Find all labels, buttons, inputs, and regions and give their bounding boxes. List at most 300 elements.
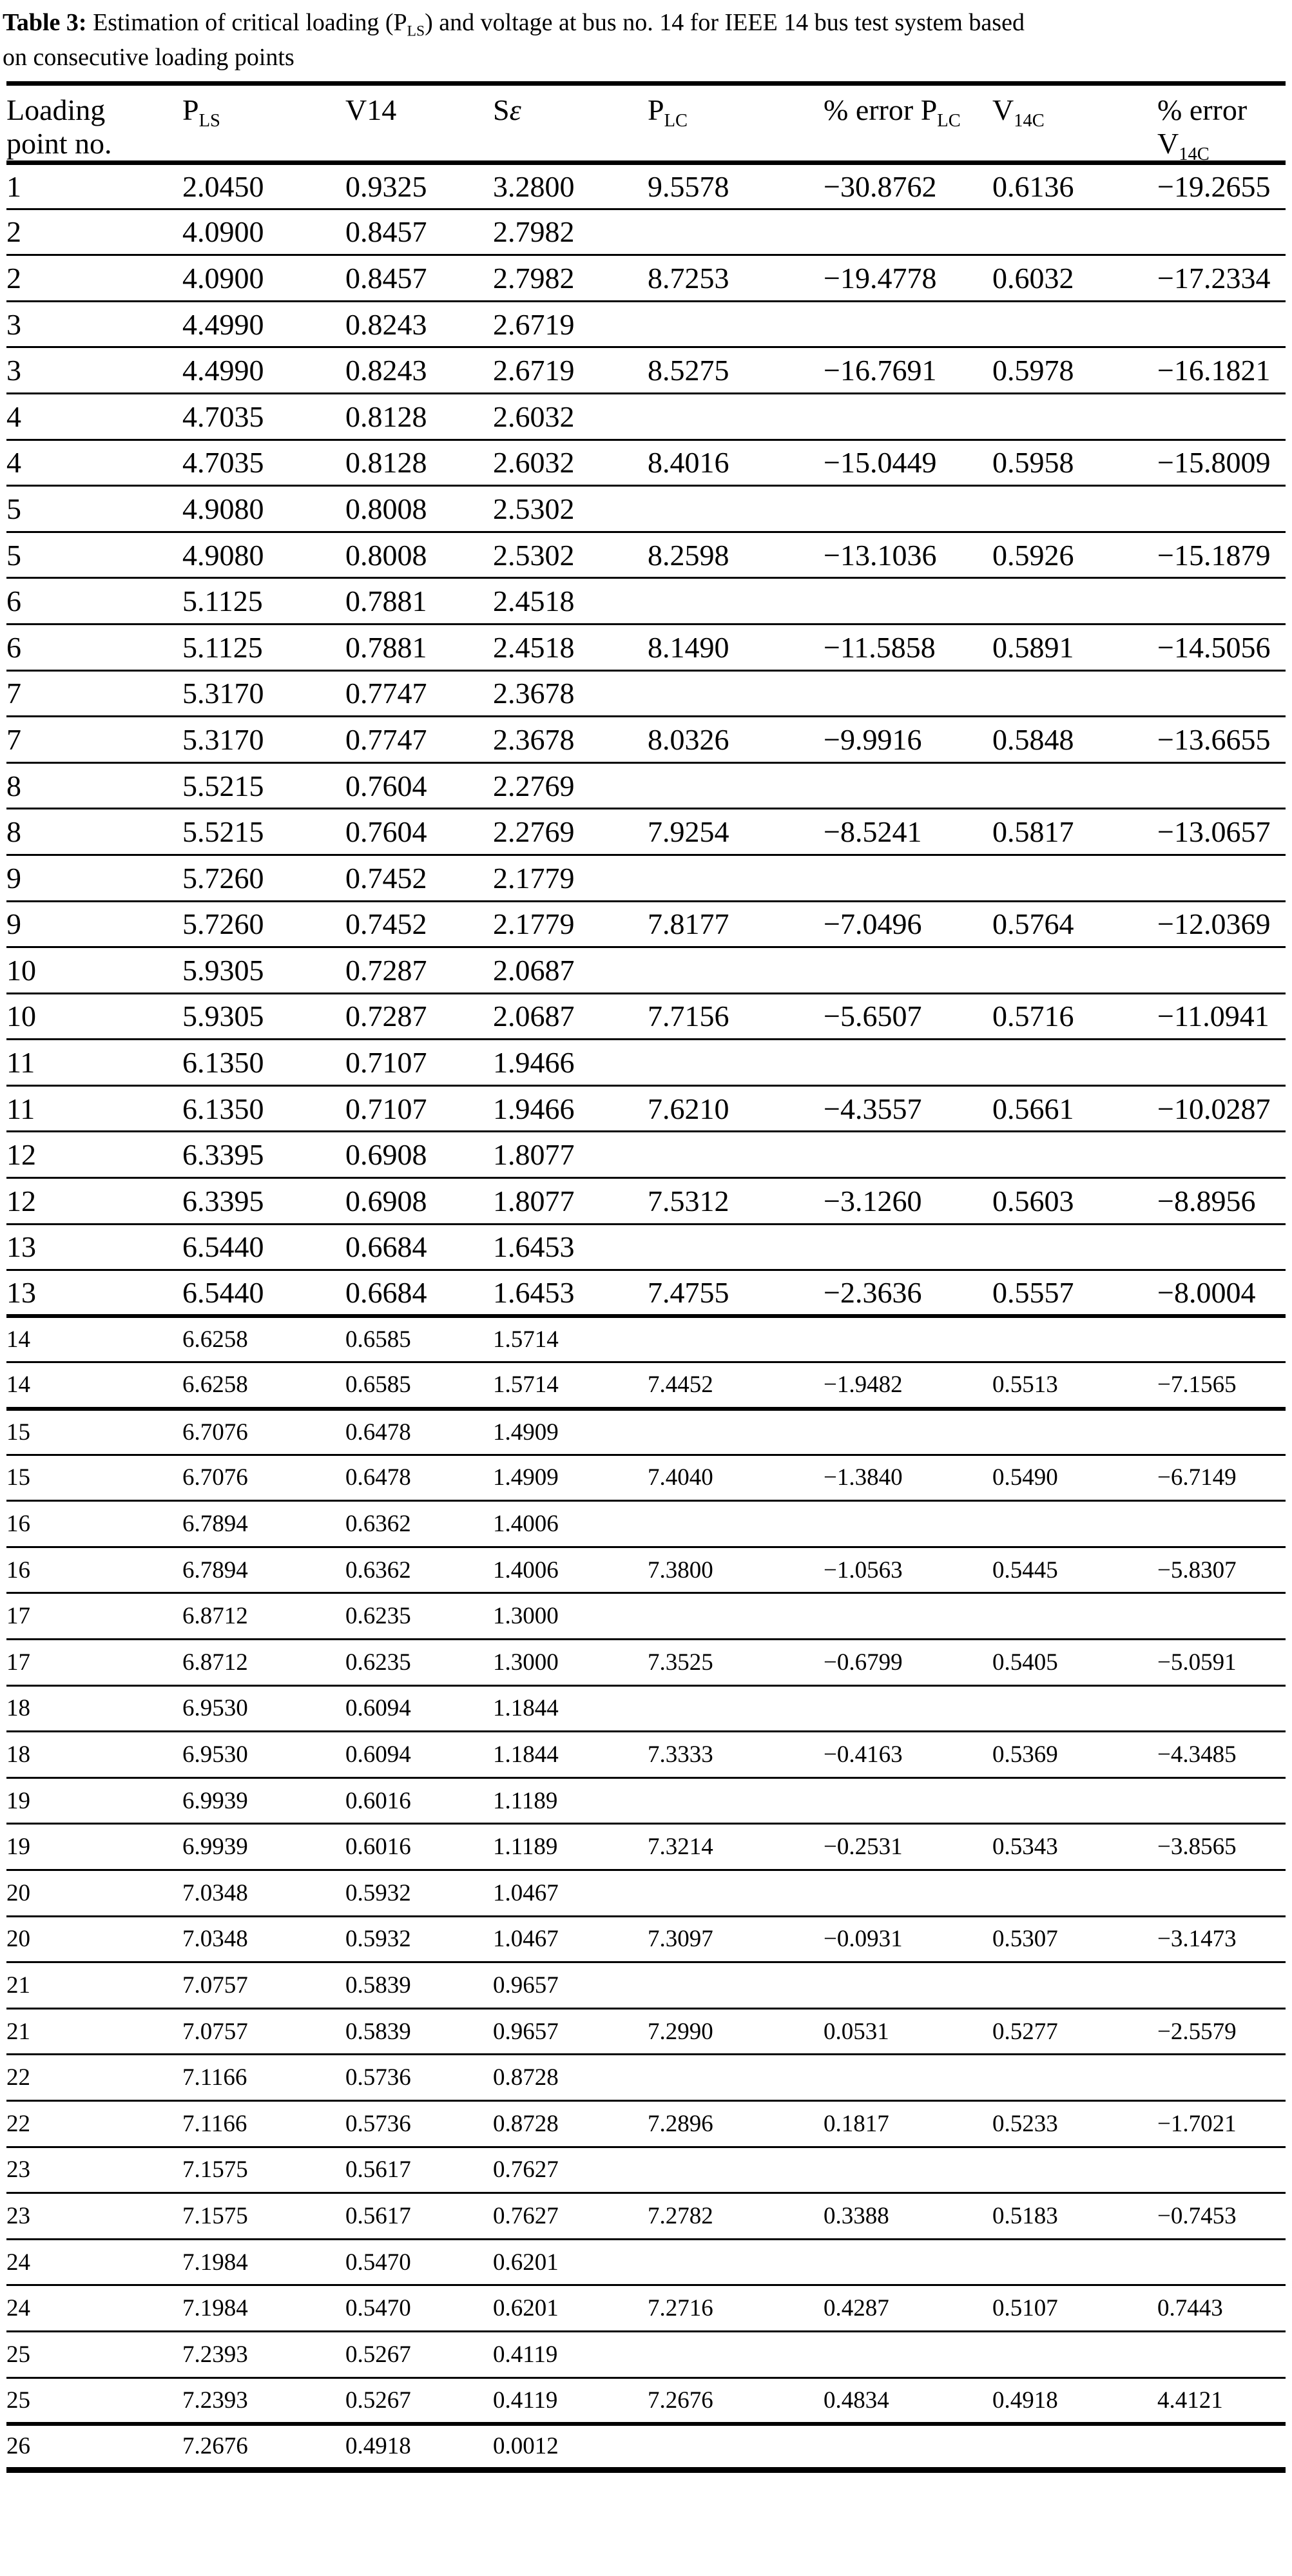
cell-v14c: 0.4918	[992, 2387, 1058, 2414]
cell-err-plc: −1.0563	[824, 1556, 903, 1583]
cell-v14: 0.6585	[345, 1326, 411, 1353]
cell-loading-point: 16	[6, 1511, 30, 1538]
cell-err-plc	[824, 855, 992, 901]
cell-s-epsilon: 1.9466	[493, 1092, 575, 1125]
cell-loading-point: 7	[6, 677, 21, 710]
cell-pls: 6.5440	[182, 1230, 264, 1264]
cell-v14c	[992, 393, 1157, 440]
cell-s-epsilon: 1.5714	[493, 1371, 559, 1399]
cell-v14: 0.6094	[345, 1695, 411, 1722]
cell-pls: 4.9080	[182, 492, 264, 525]
cell-err-v14c: −8.0004	[1157, 1276, 1256, 1310]
cell-v14c	[992, 1870, 1157, 1916]
cell-err-plc: −19.4778	[824, 261, 937, 295]
cell-plc	[648, 1132, 824, 1178]
cell-plc	[648, 209, 824, 255]
cell-v14c	[992, 1040, 1157, 1086]
cell-loading-point: 12	[6, 1138, 36, 1172]
cell-v14c	[992, 1685, 1157, 1732]
table-row	[6, 1824, 1286, 1870]
cell-v14c	[992, 2055, 1157, 2101]
cell-v14: 0.6235	[345, 1649, 411, 1676]
cell-err-plc	[824, 1685, 992, 1732]
table-row	[6, 255, 1286, 302]
cell-s-epsilon: 1.6453	[493, 1230, 575, 1264]
cell-plc: 8.1490	[648, 630, 729, 664]
cell-err-plc	[824, 762, 992, 809]
cell-err-v14c	[1157, 1962, 1286, 2009]
table-body	[6, 163, 1286, 2470]
cell-v14: 0.6908	[345, 1184, 427, 1217]
cell-s-epsilon: 2.5302	[493, 538, 575, 572]
cell-loading-point: 15	[6, 1419, 30, 1446]
table-row	[6, 1132, 1286, 1178]
column-header-pls: $P_{LS}$	[182, 93, 220, 131]
cell-pls: 5.3170	[182, 722, 264, 756]
cell-pls: 6.6258	[182, 1326, 248, 1353]
table-row	[6, 809, 1286, 855]
cell-pls: 6.1350	[182, 1092, 264, 1125]
cell-loading-point: 13	[6, 1276, 36, 1310]
cell-pls: 2.0450	[182, 169, 264, 203]
table-row	[6, 2193, 1286, 2240]
cell-err-plc: −4.3557	[824, 1092, 922, 1125]
cell-pls: 7.2393	[182, 2341, 248, 2368]
cell-loading-point: 3	[6, 354, 21, 387]
cell-v14: 0.5617	[345, 2156, 411, 2184]
cell-pls: 6.8712	[182, 1649, 248, 1676]
cell-s-epsilon: 0.4119	[493, 2387, 558, 2414]
column-header-v14c: $V_{14C}$	[992, 93, 1045, 131]
cell-err-v14c	[1157, 762, 1286, 809]
cell-v14c	[992, 2147, 1157, 2193]
cell-plc: 7.3333	[648, 1741, 713, 1768]
cell-err-v14c: −2.5579	[1157, 2018, 1237, 2045]
cell-pls: 6.7076	[182, 1464, 248, 1491]
cell-plc	[648, 2424, 824, 2470]
table-row	[6, 762, 1286, 809]
cell-v14: 0.6016	[345, 1834, 411, 1861]
table-row	[6, 2055, 1286, 2101]
table-row	[6, 301, 1286, 347]
cell-pls: 4.4990	[182, 307, 264, 341]
cell-s-epsilon: 1.4909	[493, 1464, 559, 1491]
cell-s-epsilon: 1.0467	[493, 1926, 559, 1953]
cell-err-plc: −11.5858	[824, 630, 936, 664]
cell-err-plc	[824, 1040, 992, 1086]
cell-err-plc	[824, 209, 992, 255]
cell-err-plc	[824, 393, 992, 440]
cell-loading-point: 17	[6, 1649, 30, 1676]
cell-err-plc: 0.1817	[824, 2110, 889, 2137]
cell-err-v14c	[1157, 301, 1286, 347]
cell-loading-point: 15	[6, 1464, 30, 1491]
cell-err-plc: −0.6799	[824, 1649, 903, 1676]
cell-err-v14c: −0.7453	[1157, 2202, 1237, 2229]
cell-loading-point: 22	[6, 2110, 30, 2137]
table-row	[6, 1040, 1286, 1086]
cell-v14c: 0.5343	[992, 1834, 1058, 1861]
table-row	[6, 1916, 1286, 1962]
cell-pls: 7.1166	[182, 2064, 247, 2091]
cell-err-plc	[824, 1316, 992, 1362]
table-row	[6, 163, 1286, 209]
cell-plc: 7.8177	[648, 907, 729, 941]
cell-err-plc: 0.0531	[824, 2018, 889, 2045]
cell-s-epsilon: 2.2769	[493, 769, 575, 802]
cell-loading-point: 21	[6, 1971, 30, 1999]
cell-pls: 4.0900	[182, 215, 264, 249]
cell-loading-point: 10	[6, 1000, 36, 1033]
cell-err-v14c	[1157, 1777, 1286, 1824]
cell-err-plc: −15.0449	[824, 446, 937, 479]
cell-v14: 0.6362	[345, 1511, 411, 1538]
cell-s-epsilon: 0.7627	[493, 2156, 559, 2184]
cell-pls: 7.1984	[182, 2295, 248, 2322]
cell-v14c	[992, 209, 1157, 255]
cell-pls: 7.1166	[182, 2110, 247, 2137]
cell-s-epsilon: 2.4518	[493, 630, 575, 664]
cell-pls: 7.0348	[182, 1926, 248, 1953]
cell-err-v14c	[1157, 2424, 1286, 2470]
cell-loading-point: 24	[6, 2295, 30, 2322]
cell-v14: 0.6585	[345, 1371, 411, 1399]
cell-err-plc	[824, 1224, 992, 1270]
cell-s-epsilon: 2.0687	[493, 1000, 575, 1033]
cell-s-epsilon: 1.0467	[493, 1879, 559, 1906]
cell-plc	[648, 1224, 824, 1270]
cell-v14: 0.5267	[345, 2341, 411, 2368]
cell-pls: 5.7260	[182, 861, 264, 895]
cell-err-plc	[824, 1870, 992, 1916]
cell-pls: 4.7035	[182, 446, 264, 479]
column-header-v14: V14	[345, 93, 397, 126]
cell-plc: 8.7253	[648, 261, 729, 295]
cell-plc: 7.7156	[648, 1000, 729, 1033]
cell-err-plc	[824, 2239, 992, 2285]
data-table	[6, 81, 1286, 2473]
cell-s-epsilon: 2.1779	[493, 861, 575, 895]
cell-v14c: 0.5445	[992, 1556, 1058, 1583]
cell-s-epsilon: 2.5302	[493, 492, 575, 525]
table-row	[6, 1640, 1286, 1686]
table-row	[6, 855, 1286, 901]
cell-loading-point: 23	[6, 2202, 30, 2229]
cell-err-v14c	[1157, 1224, 1286, 1270]
cell-loading-point: 9	[6, 861, 21, 895]
cell-pls: 6.7894	[182, 1511, 248, 1538]
cell-v14: 0.7452	[345, 907, 427, 941]
cell-pls: 7.1575	[182, 2156, 248, 2184]
cell-err-plc: −5.6507	[824, 1000, 922, 1033]
cell-v14c: 0.5233	[992, 2110, 1058, 2137]
cell-pls: 6.6258	[182, 1371, 248, 1399]
cell-err-v14c	[1157, 670, 1286, 717]
cell-v14c: 0.5716	[992, 1000, 1074, 1033]
cell-plc	[648, 2331, 824, 2377]
cell-err-plc	[824, 1409, 992, 1455]
table-row	[6, 393, 1286, 440]
table-row	[6, 2008, 1286, 2055]
cell-loading-point: 18	[6, 1741, 30, 1768]
cell-err-plc	[824, 670, 992, 717]
cell-s-epsilon: 0.0012	[493, 2433, 559, 2460]
cell-s-epsilon: 2.2769	[493, 815, 575, 849]
column-header-err-v14c: % error $V_{14C}$	[1157, 93, 1248, 163]
cell-plc: 7.4040	[648, 1464, 713, 1491]
cell-err-v14c: −13.6655	[1157, 722, 1271, 756]
table-row	[6, 1085, 1286, 1132]
cell-err-v14c: −13.0657	[1157, 815, 1271, 849]
cell-err-plc: 0.3388	[824, 2202, 889, 2229]
cell-v14: 0.6478	[345, 1464, 411, 1491]
caption-text: Estimation of critical loading (P	[86, 9, 407, 36]
cell-v14c	[992, 1224, 1157, 1270]
paper-page	[0, 5, 1292, 2473]
cell-plc: 7.4755	[648, 1276, 729, 1310]
cell-v14: 0.8457	[345, 261, 427, 295]
cell-v14: 0.5932	[345, 1879, 411, 1906]
cell-err-v14c: −14.5056	[1157, 630, 1271, 664]
cell-v14: 0.8128	[345, 446, 427, 479]
cell-err-plc: 0.4287	[824, 2295, 889, 2322]
cell-v14c: 0.5307	[992, 1926, 1058, 1953]
table-row	[6, 1316, 1286, 1362]
cell-v14c: 0.5513	[992, 1371, 1058, 1399]
cell-s-epsilon: 1.4006	[493, 1511, 559, 1538]
cell-pls: 7.2676	[182, 2433, 248, 2460]
cell-s-epsilon: 0.6201	[493, 2249, 559, 2276]
cell-loading-point: 26	[6, 2433, 30, 2460]
cell-v14c: 0.5490	[992, 1464, 1058, 1491]
cell-plc: 8.4016	[648, 446, 729, 479]
cell-loading-point: 19	[6, 1787, 30, 1814]
cell-s-epsilon: 2.7982	[493, 261, 575, 295]
cell-loading-point: 16	[6, 1556, 30, 1583]
cell-v14c: 0.5277	[992, 2018, 1058, 2045]
cell-err-plc: −9.9916	[824, 722, 922, 756]
cell-v14: 0.6362	[345, 1556, 411, 1583]
table-row	[6, 1362, 1286, 1409]
cell-v14: 0.5736	[345, 2064, 411, 2091]
cell-v14: 0.7747	[345, 677, 427, 710]
cell-s-epsilon: 0.8728	[493, 2110, 559, 2137]
cell-pls: 4.4990	[182, 354, 264, 387]
cell-pls: 4.7035	[182, 400, 264, 433]
cell-plc	[648, 1962, 824, 2009]
cell-v14: 0.8457	[345, 215, 427, 249]
cell-v14c	[992, 1501, 1157, 1547]
cell-v14c	[992, 1316, 1157, 1362]
cell-loading-point: 8	[6, 769, 21, 802]
cell-v14c: 0.5107	[992, 2295, 1058, 2322]
cell-v14c	[992, 1132, 1157, 1178]
cell-pls: 6.8712	[182, 1603, 248, 1630]
cell-pls: 6.7894	[182, 1556, 248, 1583]
cell-v14c: 0.5848	[992, 722, 1074, 756]
cell-err-v14c	[1157, 855, 1286, 901]
cell-err-v14c	[1157, 2055, 1286, 2101]
cell-s-epsilon: 2.6032	[493, 446, 575, 479]
cell-pls: 5.7260	[182, 907, 264, 941]
cell-loading-point: 2	[6, 261, 21, 295]
cell-s-epsilon: 2.6719	[493, 354, 575, 387]
cell-err-v14c: −12.0369	[1157, 907, 1271, 941]
cell-loading-point: 20	[6, 1926, 30, 1953]
cell-v14: 0.7604	[345, 815, 427, 849]
cell-s-epsilon: 3.2800	[493, 169, 575, 203]
cell-plc	[648, 1409, 824, 1455]
table-row	[6, 670, 1286, 717]
cell-err-plc: −3.1260	[824, 1184, 922, 1217]
cell-s-epsilon: 1.4006	[493, 1556, 559, 1583]
cell-err-v14c: −1.7021	[1157, 2110, 1237, 2137]
cell-err-plc: 0.4834	[824, 2387, 889, 2414]
cell-plc	[648, 2055, 824, 2101]
cell-v14c: 0.5405	[992, 1649, 1058, 1676]
header-row	[6, 84, 1286, 163]
cell-pls: 5.9305	[182, 953, 264, 987]
cell-v14: 0.7604	[345, 769, 427, 802]
cell-plc	[648, 1316, 824, 1362]
cell-pls: 7.1575	[182, 2202, 248, 2229]
cell-loading-point: 8	[6, 815, 21, 849]
cell-plc	[648, 486, 824, 532]
cell-err-v14c: −19.2655	[1157, 169, 1271, 203]
cell-s-epsilon: 2.0687	[493, 953, 575, 987]
cell-err-plc: −16.7691	[824, 354, 937, 387]
cell-s-epsilon: 1.1189	[493, 1834, 558, 1861]
caption-label: Table 3:	[3, 9, 87, 36]
cell-s-epsilon: 1.8077	[493, 1138, 575, 1172]
cell-v14c: 0.6136	[992, 169, 1074, 203]
cell-err-plc: −7.0496	[824, 907, 922, 941]
cell-err-plc	[824, 947, 992, 994]
table-header	[6, 84, 1286, 163]
cell-v14: 0.5736	[345, 2110, 411, 2137]
cell-v14c	[992, 2239, 1157, 2285]
table-row	[6, 947, 1286, 994]
cell-loading-point: 9	[6, 907, 21, 941]
table-row	[6, 1224, 1286, 1270]
cell-s-epsilon: 0.8728	[493, 2064, 559, 2091]
cell-plc: 7.2716	[648, 2295, 713, 2322]
caption-line2: on consecutive loading points	[3, 44, 294, 71]
cell-err-v14c: −7.1565	[1157, 1371, 1237, 1399]
cell-v14: 0.5267	[345, 2387, 411, 2414]
cell-plc: 7.9254	[648, 815, 729, 849]
cell-err-plc	[824, 2147, 992, 2193]
cell-err-v14c	[1157, 1409, 1286, 1455]
cell-err-plc: −0.2531	[824, 1834, 903, 1861]
cell-s-epsilon: 2.3678	[493, 722, 575, 756]
table-row	[6, 2100, 1286, 2147]
table-row	[6, 993, 1286, 1040]
cell-err-v14c: −6.7149	[1157, 1464, 1237, 1491]
table-row	[6, 2331, 1286, 2377]
cell-plc	[648, 393, 824, 440]
cell-pls: 6.5440	[182, 1276, 264, 1310]
table-row	[6, 1777, 1286, 1824]
column-header-loading-point: Loading point no.	[6, 93, 112, 160]
cell-v14: 0.8243	[345, 307, 427, 341]
cell-v14c: 0.5183	[992, 2202, 1058, 2229]
cell-s-epsilon: 0.9657	[493, 2018, 559, 2045]
cell-loading-point: 2	[6, 215, 21, 249]
cell-v14: 0.5470	[345, 2295, 411, 2322]
cell-s-epsilon: 2.3678	[493, 677, 575, 710]
table-row	[6, 1409, 1286, 1455]
cell-loading-point: 12	[6, 1184, 36, 1217]
cell-loading-point: 19	[6, 1834, 30, 1861]
cell-loading-point: 5	[6, 492, 21, 525]
cell-pls: 5.1125	[182, 630, 263, 664]
table-row	[6, 624, 1286, 670]
cell-pls: 6.1350	[182, 1046, 264, 1080]
column-header-s-epsilon: Sε	[493, 93, 521, 126]
cell-err-plc	[824, 1777, 992, 1824]
cell-pls: 5.5215	[182, 769, 264, 802]
cell-v14: 0.9325	[345, 169, 427, 203]
cell-pls: 6.9530	[182, 1741, 248, 1768]
cell-loading-point: 7	[6, 722, 21, 756]
column-header-plc: $P_{LC}$	[648, 93, 688, 131]
cell-v14: 0.7881	[345, 585, 427, 618]
cell-plc	[648, 947, 824, 994]
cell-v14: 0.5839	[345, 2018, 411, 2045]
cell-err-plc: −2.3636	[824, 1276, 922, 1310]
cell-v14: 0.7452	[345, 861, 427, 895]
cell-loading-point: 21	[6, 2018, 30, 2045]
table-row	[6, 1455, 1286, 1501]
cell-v14c: 0.5958	[992, 446, 1074, 479]
cell-v14: 0.8008	[345, 538, 427, 572]
cell-v14: 0.6016	[345, 1787, 411, 1814]
cell-err-v14c	[1157, 486, 1286, 532]
cell-loading-point: 4	[6, 446, 21, 479]
cell-loading-point: 11	[6, 1046, 35, 1080]
cell-v14: 0.5617	[345, 2202, 411, 2229]
cell-v14c	[992, 486, 1157, 532]
cell-pls: 5.1125	[182, 585, 263, 618]
cell-err-v14c	[1157, 1040, 1286, 1086]
cell-plc	[648, 1593, 824, 1640]
cell-v14c: 0.5603	[992, 1184, 1074, 1217]
cell-loading-point: 6	[6, 630, 21, 664]
cell-plc	[648, 762, 824, 809]
table-row	[6, 717, 1286, 763]
cell-pls: 7.1984	[182, 2249, 248, 2276]
cell-pls: 5.3170	[182, 677, 264, 710]
cell-loading-point: 25	[6, 2341, 30, 2368]
cell-err-v14c: −3.1473	[1157, 1926, 1237, 1953]
table-row	[6, 1685, 1286, 1732]
cell-v14c	[992, 762, 1157, 809]
cell-err-v14c: −15.8009	[1157, 446, 1271, 479]
cell-v14c: 0.5557	[992, 1276, 1074, 1310]
cell-err-v14c	[1157, 1501, 1286, 1547]
cell-v14: 0.7107	[345, 1092, 427, 1125]
cell-s-epsilon: 0.6201	[493, 2295, 559, 2322]
cell-err-plc	[824, 2055, 992, 2101]
cell-v14: 0.6094	[345, 1741, 411, 1768]
cell-err-plc	[824, 1962, 992, 2009]
cell-pls: 6.7076	[182, 1419, 248, 1446]
cell-err-v14c: −16.1821	[1157, 354, 1271, 387]
cell-plc	[648, 1777, 824, 1824]
cell-pls: 7.2393	[182, 2387, 248, 2414]
caption-text-after: ) and voltage at bus no. 14 for IEEE 14 bus test system based	[425, 9, 1025, 36]
